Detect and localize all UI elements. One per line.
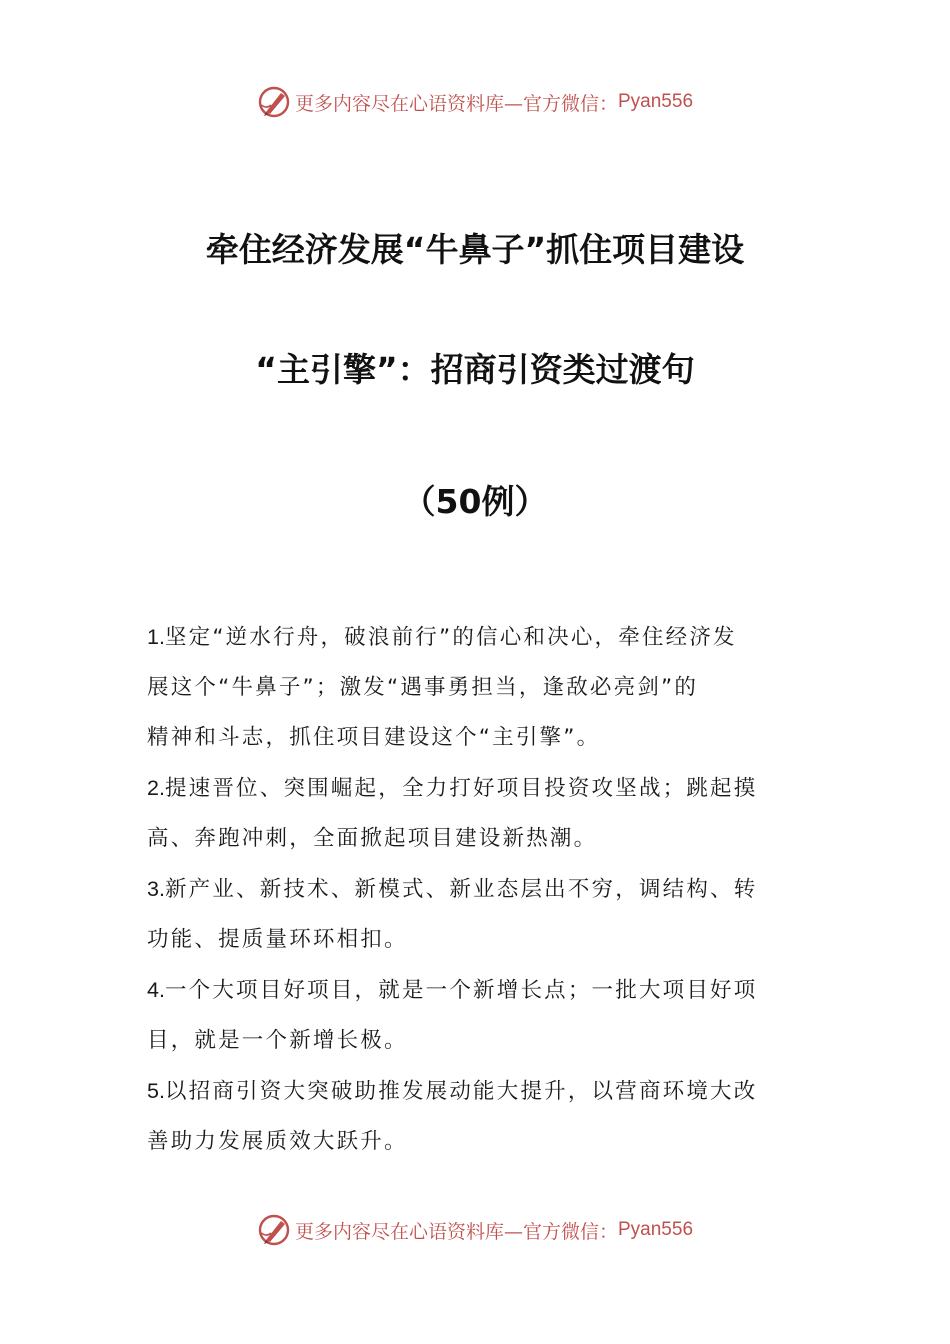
- item-line: 展这个“牛鼻子”；激发“遇事勇担当，逢敌必亮剑”的: [147, 675, 699, 700]
- list-item: [147, 864, 807, 965]
- item-line: 高、奔跑冲刺，全面掀起项目建设新热潮。: [147, 826, 598, 851]
- item-number: 1.: [147, 625, 165, 649]
- item-line: 功能、提质量环环相扣。: [147, 927, 408, 952]
- item-line: 坚定“逆水行舟，破浪前行”的信心和决心，牵住经济发: [164, 625, 737, 650]
- item-number: 3.: [147, 877, 165, 901]
- list-item: [147, 965, 807, 1066]
- pen-logo-icon: [257, 85, 291, 119]
- list-item: [147, 612, 807, 763]
- watermark-wechat-id: Pyan556: [618, 1219, 694, 1240]
- list-item: [147, 1066, 807, 1167]
- document-title-line-2: “主引擎”：招商引资类过渡句: [255, 350, 695, 389]
- document-body: [147, 612, 807, 1167]
- item-line: 精神和斗志，抓住项目建设这个“主引擎”。: [147, 725, 601, 750]
- watermark-text: 更多内容尽在心语资料库—官方微信：: [294, 1220, 618, 1243]
- item-line: 提速晋位、突围崛起，全力打好项目投资攻坚战；跳起摸: [164, 776, 758, 801]
- item-line: 目，就是一个新增长极。: [147, 1028, 408, 1053]
- watermark-banner-bottom: [0, 1210, 950, 1250]
- item-line: 以招商引资大突破助推发展动能大提升，以营商环境大改: [164, 1079, 758, 1104]
- item-line: 善助力发展质效大跃升。: [147, 1129, 408, 1154]
- watermark-wechat-id: Pyan556: [618, 91, 694, 112]
- item-number: 2.: [147, 776, 165, 800]
- item-line: 一个大项目好项目，就是一个新增长点；一批大项目好项: [164, 978, 758, 1003]
- watermark-text: 更多内容尽在心语资料库—官方微信：: [294, 92, 618, 115]
- document-title-line-1: 牵住经济发展“牛鼻子”抓住项目建设: [205, 230, 745, 269]
- list-item: [147, 763, 807, 864]
- item-number: 5.: [147, 1079, 165, 1103]
- document-title-line-3: （50例）: [402, 482, 548, 521]
- item-line: 新产业、新技术、新模式、新业态层出不穷，调结构、转: [164, 877, 758, 902]
- item-number: 4.: [147, 978, 165, 1002]
- watermark-banner-top: [0, 82, 950, 122]
- pen-logo-icon: [257, 1213, 291, 1247]
